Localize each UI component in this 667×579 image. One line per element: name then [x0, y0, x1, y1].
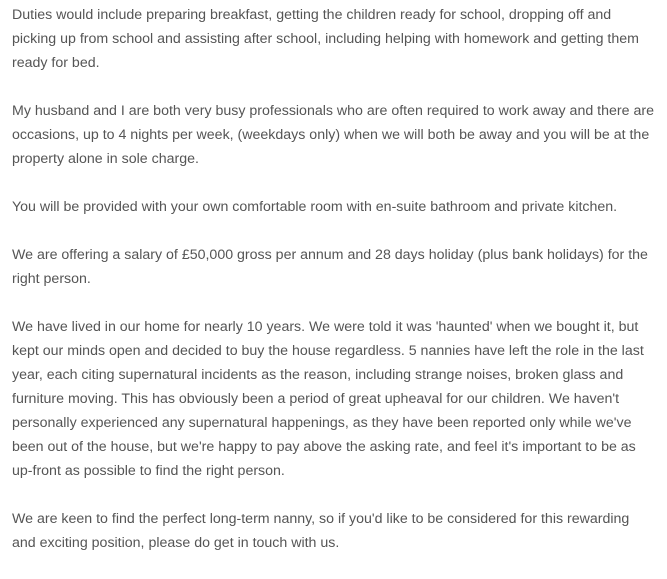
- paragraph-duties: [12, 3, 664, 75]
- text-line: We have lived in our home for nearly 10 years. We were told it was 'haunted' when we bought it, but: [12, 319, 639, 335]
- text-line: year, each citing supernatural incidents as the reason, including strange noises, broken glass and: [12, 367, 624, 383]
- text-line: personally experienced any supernatural happenings, as they have been reported only while we've: [12, 415, 632, 431]
- text-line: right person.: [12, 271, 91, 287]
- text-line: and exciting position, please do get in touch with us.: [12, 535, 340, 551]
- text-line: up-front as possible to find the right person.: [12, 463, 285, 479]
- text-line: We are offering a salary of £50,000 gross per annum and 28 days holiday (plus bank holidays) for the: [12, 247, 648, 263]
- text-line: ready for bed.: [12, 55, 100, 71]
- text-line: property alone in sole charge.: [12, 151, 199, 167]
- paragraph-schedule: [12, 99, 664, 171]
- text-line: picking up from school and assisting after school, including helping with homework and getting them: [12, 31, 639, 47]
- paragraph-house-history: [12, 315, 664, 483]
- text-line: occasions, up to 4 nights per week, (weekdays only) when we will both be away and you will be at the: [12, 127, 650, 143]
- text-line: We are keen to find the perfect long-term nanny, so if you'd like to be considered for this rewarding: [12, 511, 630, 527]
- text-line: kept our minds open and decided to buy the house regardless. 5 nannies have left the role in the last: [12, 343, 644, 359]
- text-line: furniture moving. This has obviously been a period of great upheaval for our children. We haven't: [12, 391, 620, 407]
- text-line: My husband and I are both very busy professionals who are often required to work away and there are: [12, 103, 654, 119]
- paragraph-accommodation: [12, 195, 664, 219]
- paragraph-salary: [12, 243, 664, 291]
- paragraph-closing: [12, 507, 664, 555]
- text-line: been out of the house, but we're happy to pay above the asking rate, and feel it's important to be as: [12, 439, 636, 455]
- text-line: Duties would include preparing breakfast, getting the children ready for school, dropping off and: [12, 7, 612, 23]
- job-description-text: [12, 3, 664, 579]
- text-line: You will be provided with your own comfortable room with en-suite bathroom and private kitchen.: [12, 199, 618, 215]
